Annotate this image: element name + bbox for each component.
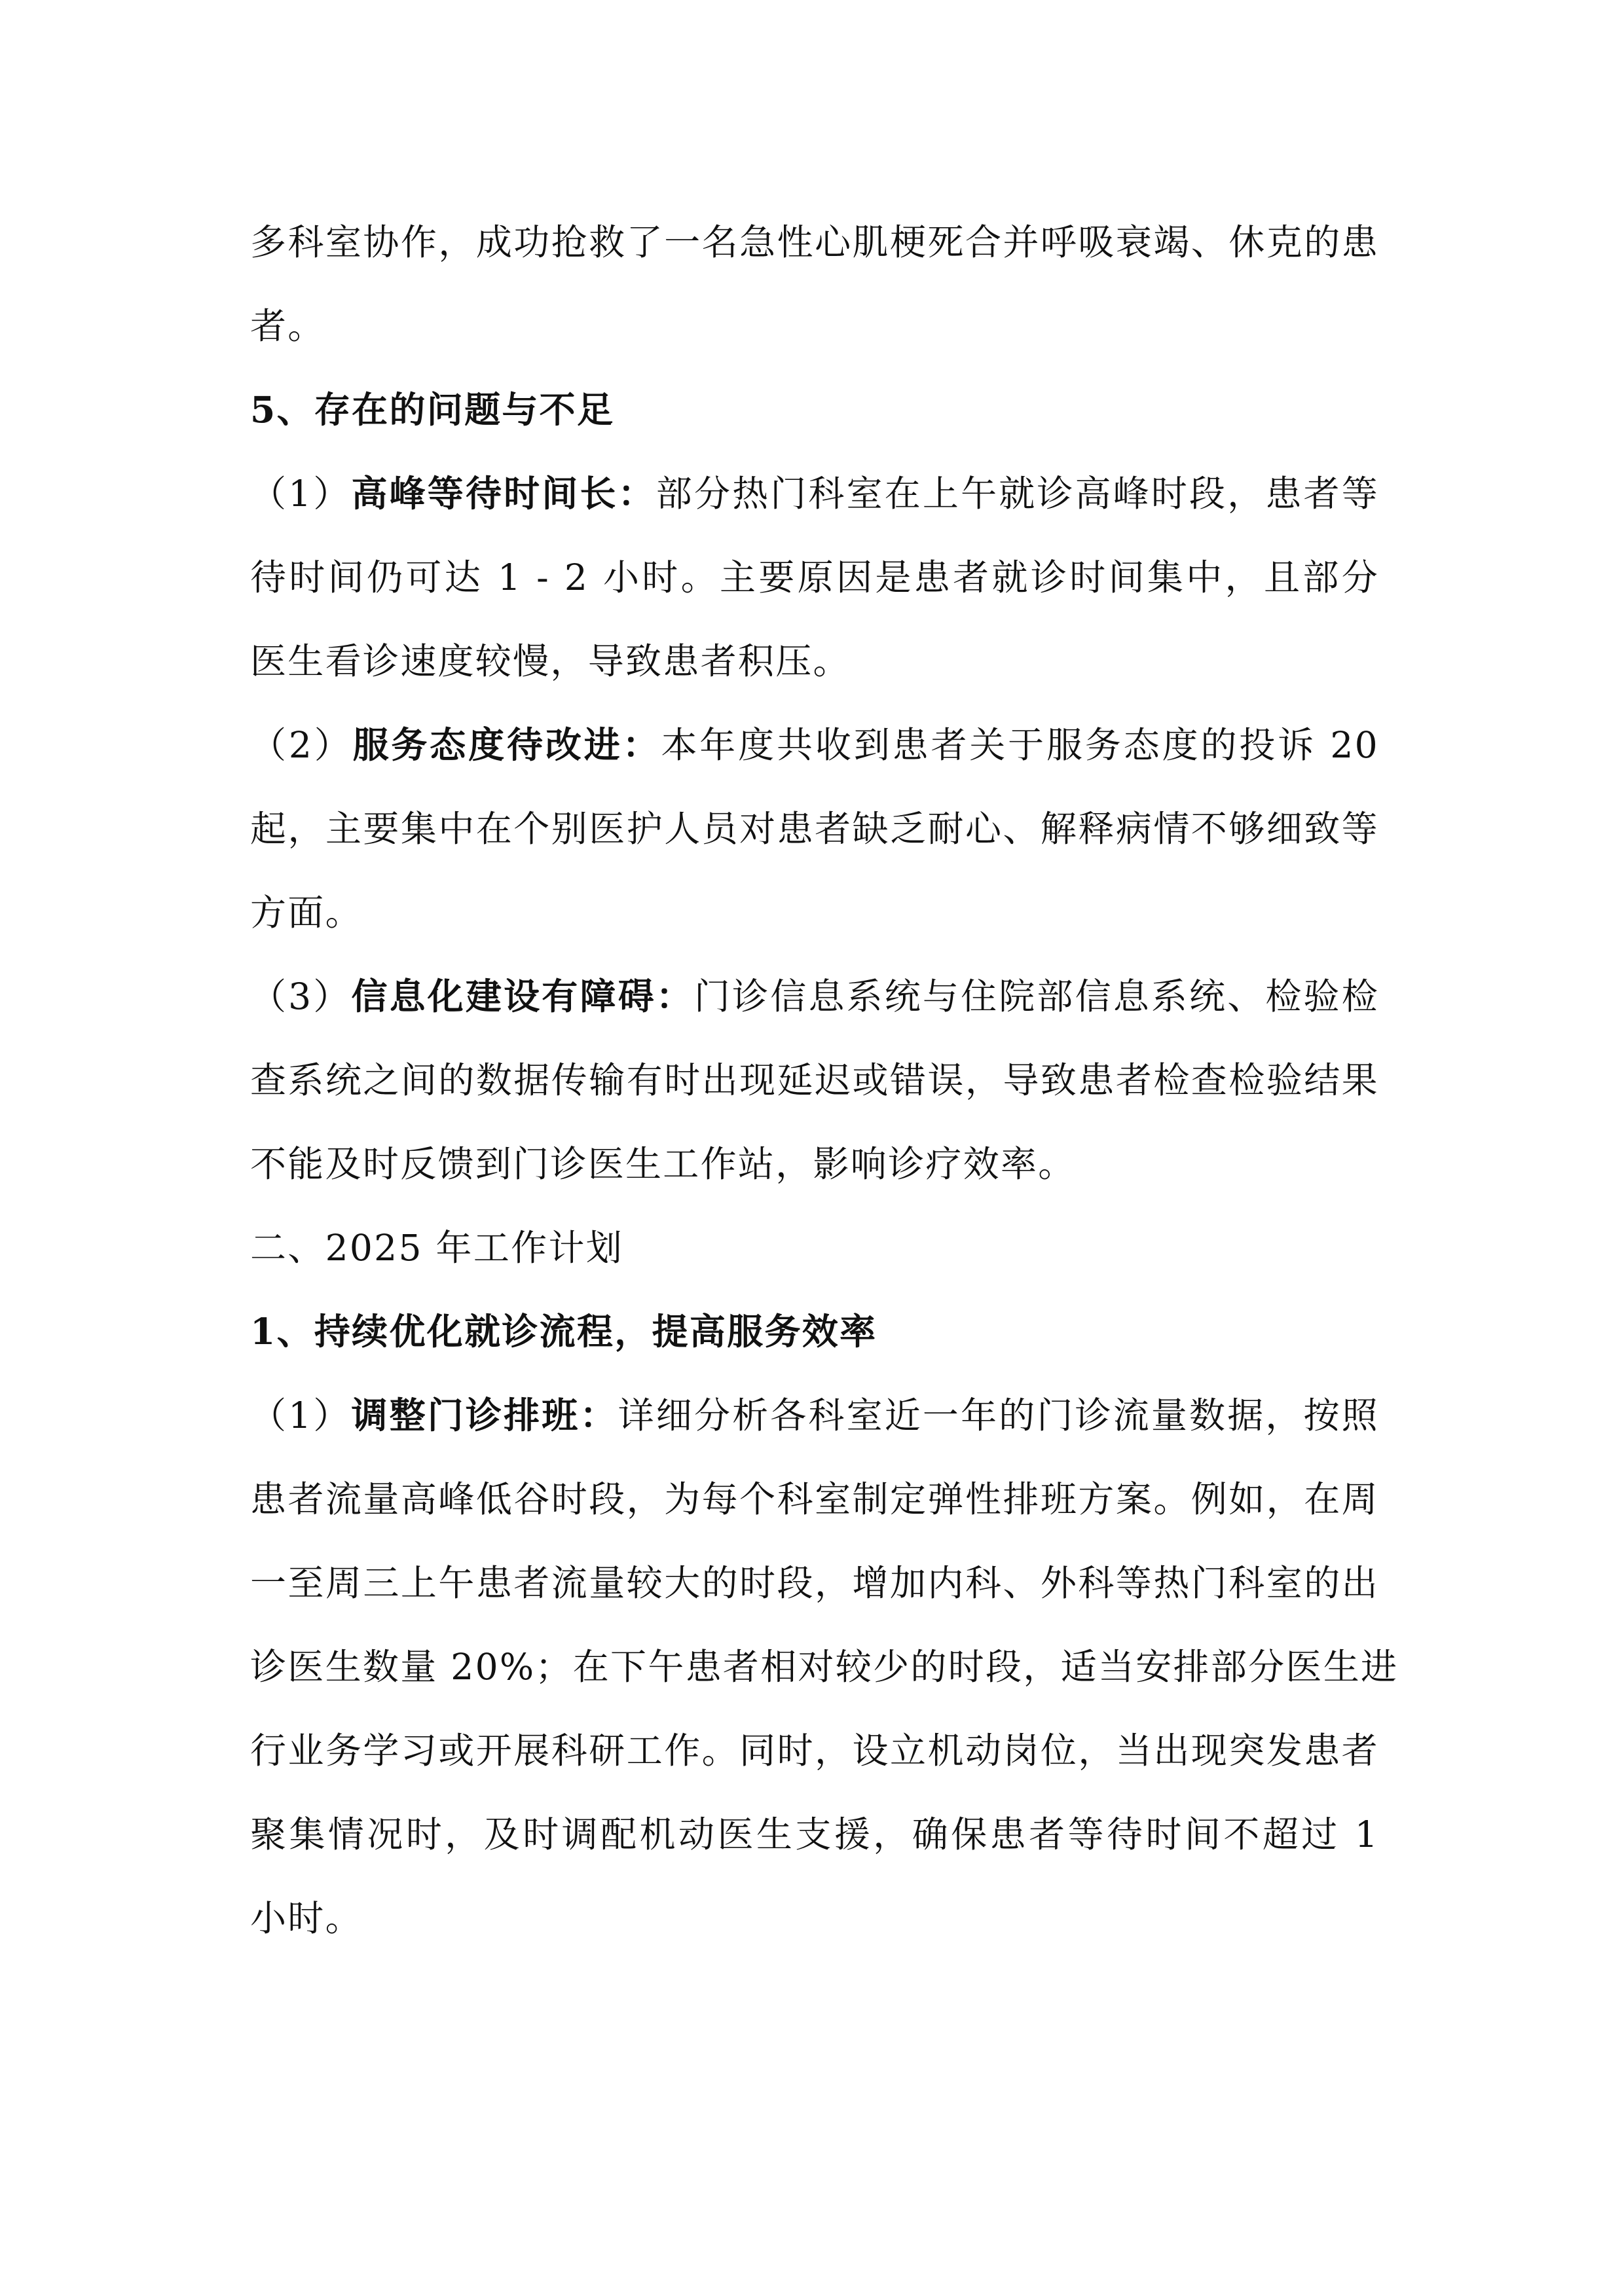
problem-item-3 (250, 955, 1379, 1206)
text-line (250, 452, 1379, 536)
item-number: （2） (250, 724, 353, 766)
text-line (250, 955, 1379, 1038)
text-line: 待时间仍可达 1 - 2 小时。主要原因是患者就诊时间集中，且部分 (250, 556, 1379, 598)
text-line: 不能及时反馈到门诊医生工作站，影响诊疗效率。 (250, 1143, 1076, 1185)
item-number: （1） (250, 473, 352, 515)
heading-problems: 5、存在的问题与不足 (250, 388, 615, 431)
problem-item-1 (250, 452, 1379, 703)
text-line: 起，主要集中在个别医护人员对患者缺乏耐心、解释病情不够细致等 (250, 808, 1379, 850)
section-heading-work-plan: 二、2025 年工作计划 (250, 1227, 624, 1269)
text-line (250, 703, 1379, 787)
plan-item-1 (250, 1374, 1399, 1960)
item-title: 服务态度待改进： (352, 723, 661, 766)
text-line: 行业务学习或开展科研工作。同时，设立机动岗位，当出现突发患者 (250, 1730, 1379, 1772)
heading-optimize-process: 1、持续优化就诊流程，提高服务效率 (250, 1310, 877, 1353)
document-page (250, 200, 1399, 1960)
text-line: 诊医生数量 20%；在下午患者相对较少的时段，适当安排部分医生进 (250, 1646, 1399, 1688)
text-line: 者。 (250, 305, 325, 347)
text-line: 聚集情况时，及时调配机动医生支援，确保患者等待时间不超过 1 (250, 1813, 1379, 1855)
text-line: 小时。 (250, 1897, 363, 1939)
item-text: 本年度共收到患者关于服务态度的投诉 20 (661, 724, 1379, 766)
item-title: 信息化建设有障碍： (351, 975, 694, 1017)
item-text: 部分热门科室在上午就诊高峰时段，患者等 (655, 473, 1379, 515)
text-line: 患者流量高峰低谷时段，为每个科室制定弹性排班方案。例如，在周 (250, 1478, 1379, 1520)
text-line: 查系统之间的数据传输有时出现延迟或错误，导致患者检查检验结果 (250, 1059, 1379, 1101)
text-line: 多科室协作，成功抢救了一名急性心肌梗死合并呼吸衰竭、休克的患 (250, 221, 1379, 263)
item-text: 门诊信息系统与住院部信息系统、检验检 (693, 975, 1379, 1017)
paragraph-continuation (250, 200, 1379, 368)
item-text: 详细分析各科室近一年的门诊流量数据，按照 (618, 1394, 1379, 1436)
item-title: 高峰等待时间长： (351, 472, 656, 515)
text-line: 方面。 (250, 892, 363, 934)
text-line: 一至周三上午患者流量较大的时段，增加内科、外科等热门科室的出 (250, 1562, 1379, 1604)
item-title: 调整门诊排班： (351, 1394, 618, 1436)
problem-item-2 (250, 703, 1379, 955)
item-number: （3） (250, 975, 352, 1017)
text-line: 医生看诊速度较慢，导致患者积压。 (250, 640, 851, 682)
text-line (250, 1374, 1379, 1457)
item-number: （1） (250, 1394, 352, 1436)
